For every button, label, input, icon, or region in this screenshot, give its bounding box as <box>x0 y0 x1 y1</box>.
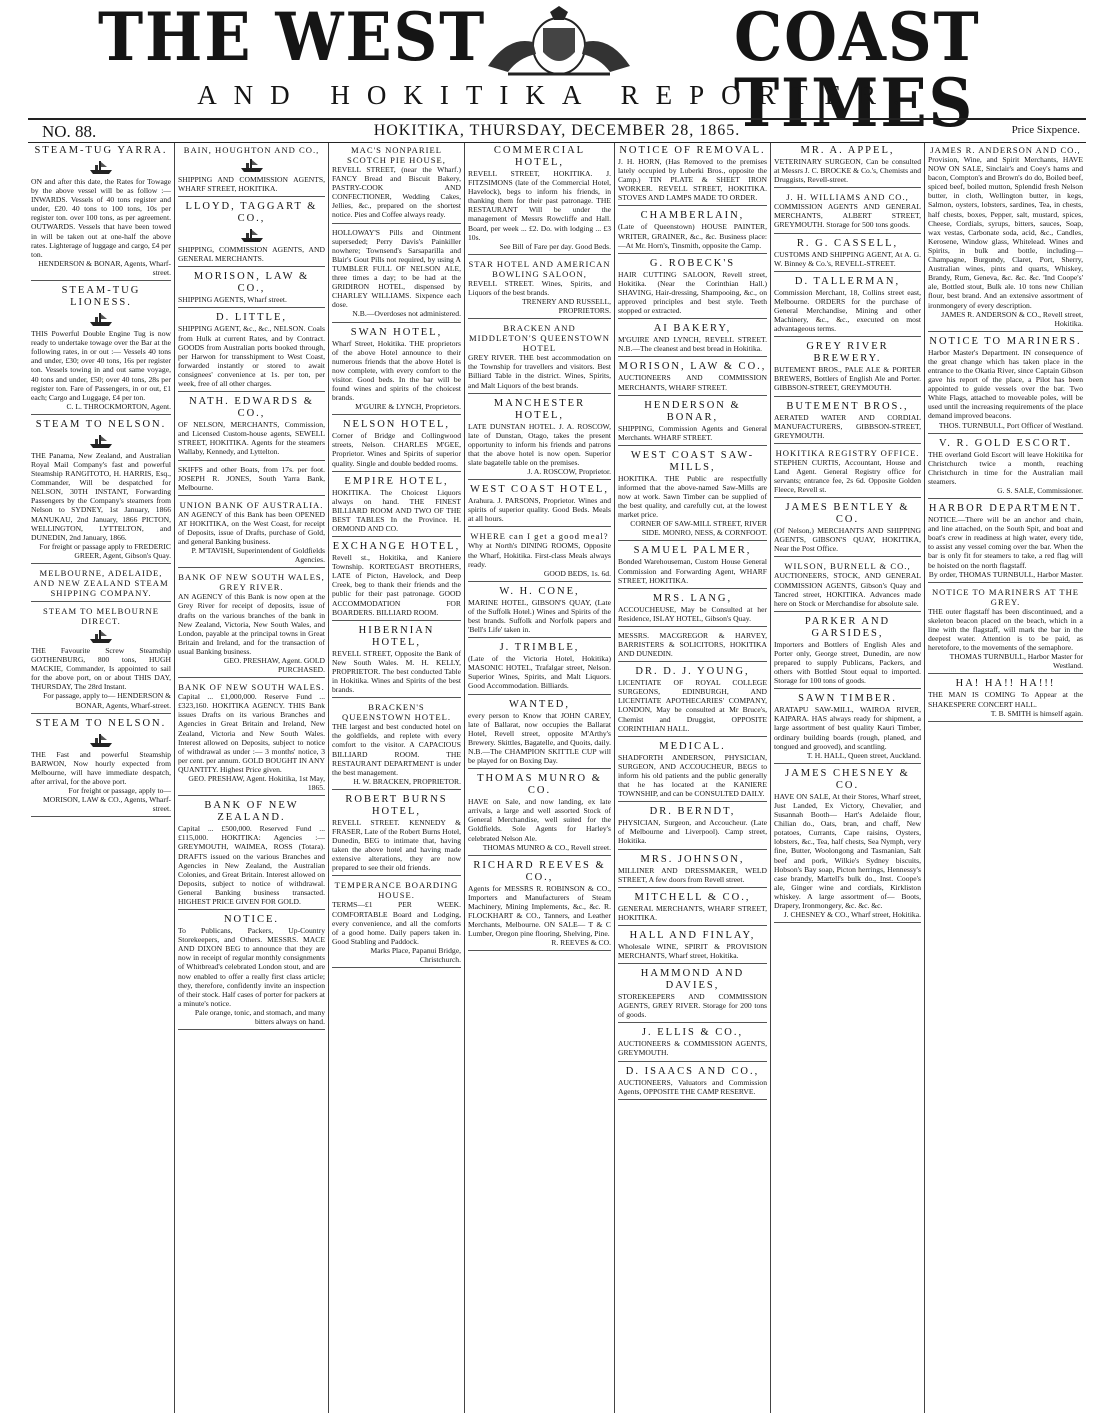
advertisement-heading: WILSON, BURNELL & CO., <box>784 561 911 572</box>
advertisement-body: AUCTIONEERS AND COMMISSION MERCHANTS, WHARF STREET. <box>618 373 767 392</box>
advertisement-heading: MORISON, LAW & CO., <box>618 361 767 373</box>
advertisement <box>178 143 325 197</box>
advertisement-body: ACCOUCHEUSE, May be Consulted at her Residence, ISLAY HOTEL, Gibson's Quay. <box>618 604 767 623</box>
advertisement-heading: MEDICAL. <box>659 740 726 752</box>
advertisement-body: Agents for MESSRS R. ROBINSON & CO., Importers and Manufacturers of Steam Machinery, Mining Implements, &c., &c. R. FLOCKHART & CO., Tanners, and Leather Merchants, Melbourne. ON SALE— T & C Lumber, Oregon pine flooring, Shelving, Pine. <box>468 883 611 939</box>
advertisement-body: HOLLOWAY'S Pills and Ointment superseded; Perry Davis's Painkiller nowhere; Townsend's Sarsaparilla and Blair's Gout Pills not required, by using A TUMBLER FULL OF NELSON ALE, three times a day; to be had at the GRIDIRON HOTEL, dispensed by CHARLEY WILLIAMS. Sixpence each dose. <box>332 227 461 310</box>
advertisement-body: PHYSICIAN, Surgeon, and Accoucheur. (Late of Melbourne and Liverpool). Camp street, Hokitika. <box>618 818 767 846</box>
advertisement <box>928 334 1083 434</box>
advertisement-heading: W. H. CONE, <box>499 585 580 597</box>
advertisement-heading: D. TALLERMAN, <box>794 275 901 287</box>
advertisement-body: AUCTIONEERS, STOCK, AND GENERAL COMMISSION AGENTS, Gibson's Quay and Tancred street, HOKITIKA. Advances made here on Stock or Merchandise for absolute sale. <box>774 571 921 608</box>
advertisement <box>618 359 767 395</box>
advertisement-heading: STEAM TO NELSON. <box>35 418 167 430</box>
advertisement-body: Capital ... £500,000. Reserved Fund ... £115,000. HOKITIKA: Agencies :—GREYMOUTH, WAIMEA, ROSS (Totara). DRAFTS issued on the various Branches and Agencies in New Zealand, the Australian Colonies, and Great Britain. Interest allowed on Deposits, subject to notice of withdrawal. General Banking business transacted. HIGHEST PRICE GIVEN FOR GOLD. <box>178 824 325 906</box>
advertisement-heading: HIBERNIAN HOTEL, <box>358 624 435 648</box>
advertisement-heading: G. ROBECK'S <box>649 257 736 269</box>
advertisement-heading: EMPIRE HOTEL, <box>344 475 449 487</box>
advertisement <box>774 559 921 611</box>
advertisement-body: Bonded Warehouseman, Custom House General Commission and Forwarding Agent, WHARF STREET, HOKITIKA. <box>618 557 767 585</box>
advertisement-heading: J. H. WILLIAMS AND CO., <box>786 192 909 203</box>
advertisement-body: STOREKEEPERS AND COMMISSION AGENTS, GREY RIVER. Storage for 200 tons of goods. <box>618 992 767 1020</box>
advertisement-body: SHIPPING, Commission Agents and General Merchants. WHARF STREET. <box>618 423 767 442</box>
advertisement-heading: CHAMBERLAIN, <box>640 210 745 222</box>
advertisement <box>928 143 1083 332</box>
advertisement-signature: N.B.—Overdoses not administered. <box>352 309 461 319</box>
advertisement-heading: R. G. CASSELL, <box>796 237 899 249</box>
advertisement <box>774 614 921 689</box>
advertisement-signature: GEO. PRESHAW, Agent. Hokitika, 1st May, 1865. <box>188 774 325 793</box>
advertisement-body: REVELL STREET, HOKITIKA. J. FITZSIMONS (late of the Commercial Hotel, Havelock), begs to inform his friends, in thanking them for their past patronage. THE RESTAURANT Will be under the management of Messrs Rowcliffe and Hall. Board, per week ... £2. Do. with lodging ... £3 10s. <box>468 169 611 242</box>
advertisement-body: Arahura. J. PARSONS, Proprietor. Wines and spirits of superior quality. Good Beds. Meals at all hours. <box>468 496 611 524</box>
steamship-icon <box>88 628 114 644</box>
advertisement-heading: NOTICE TO MARINERS AT THE GREY. <box>931 586 1080 607</box>
advertisement-heading: V. R. GOLD ESCORT. <box>939 437 1072 449</box>
advertisement-body: To Publicans, Packers, Up-Country Storekeepers, and Others. MESSRS. MACE AND DIXON BEG to announce that they are now in receipt of regular monthly consignments of Whitbread's celebrated London stout, and are now enabled to offer a really first class article; they, therefore, confidently invite an inspection of their stock. Half cases of porter for packers at a minute's notice. <box>178 926 325 1008</box>
advertisement <box>774 190 921 233</box>
advertisement-heading: MANCHESTER HOTEL, <box>493 397 586 421</box>
masthead-title-right: COAST TIMES <box>734 0 981 142</box>
advertisement-body: ARATAPU SAW-MILL, WAIROA RIVER, KAIPARA. HAS always ready for shipment, a large assortment of best quality Kauri Timber, ordinary building boards (rough, planed, and tongued and grooved), and scantling. <box>774 705 921 751</box>
advertisement-signature: JAMES R. ANDERSON & CO., Revell street, Hokitika. <box>941 309 1083 328</box>
advertisement-heading: DR. BERNDT, <box>649 806 736 818</box>
advertisement <box>332 474 461 537</box>
advertisement-signature: THOS. TURNBULL, Port Officer of Westland. <box>938 420 1083 430</box>
steamship-icon <box>88 732 114 748</box>
advertisement-body: MESSRS. MACGREGOR & HARVEY, BARRISTERS & SOLICITORS, HOKITIKA AND DUNEDIN. <box>618 630 767 659</box>
advertisement-heading: WEST COAST HOTEL, <box>470 484 609 496</box>
advertisement-body: SHIPPING AGENT, &c., &c., NELSON. Coals from Hulk at current Rates, and by Contract. GOODS from Australian ports booked through, per Harwon for transshipment to West Coast, forwarded instantly or stored to await consignees' convenience at 1s. per ton, per week, free of all other charges. <box>178 324 325 389</box>
advertisement <box>332 226 461 323</box>
royal-coat-of-arms-icon <box>448 6 670 78</box>
advertisement-heading: NATH. EDWARDS & CO., <box>189 396 314 420</box>
advertisement-heading: SAWN TIMBER. <box>798 693 897 705</box>
advertisement <box>618 852 767 888</box>
advertisement-body: SHIPPING AGENTS, Wharf street. <box>178 295 287 305</box>
advertisement-body: THE Fast and powerful Steamship BARWON, Now hourly expected from Melbourne, will have immediate despatch, after arrival, for the above port. <box>31 749 171 786</box>
advertisement-signature: H. W. BRACKEN, PROPRIETOR. <box>353 776 461 786</box>
advertisement-heading: HA! HA!! HA!!! <box>955 678 1056 690</box>
advertisement <box>332 325 461 416</box>
advertisement-body: AN AGENCY of this Bank has been OPENED AT HOKITIKA, on the West Coast, for receipt of Deposits, issue of Drafts, purchase of Gold, and general Banking business. <box>178 509 325 547</box>
advertisement-signature: For freight or passage, apply to— MORISON, LAW & CO., Agents, Wharf-street. <box>43 786 171 814</box>
advertisement-body: AERATED WATER AND CORDIAL MANUFACTURERS, GIBBSON-STREET, GREYMOUTH. <box>774 412 921 440</box>
advertisement-signature: R. REEVES & CO. <box>551 938 611 948</box>
advertisement <box>468 257 611 319</box>
advertisement-signature: J. A. ROSCOW, Proprietor. <box>527 467 611 477</box>
advertisement-heading: NOTICE. <box>223 914 280 926</box>
advertisement-heading: MAC'S NONPARIEL SCOTCH PIE HOUSE, <box>347 145 446 165</box>
advertisement <box>618 629 767 662</box>
advertisement-signature: Pale orange, tonic, and stomach, and many bitters always on hand. <box>194 1007 325 1026</box>
advertisement-signature: M'GUIRE & LYNCH, Proprietors. <box>355 402 461 412</box>
advertisement <box>774 274 921 337</box>
advertisement <box>618 448 767 542</box>
advertisement-heading: WANTED, <box>509 698 570 710</box>
advertisement-body: SKIFFS and other Boats, from 17s. per foot. JOSEPH R. JONES, South Yarra Bank, Melbourne. <box>178 464 325 492</box>
advertisement <box>31 566 171 602</box>
advertisement-heading: J. TRIMBLE, <box>499 642 580 654</box>
advertisement <box>468 529 611 581</box>
advertisement-heading: BRACKEN'S QUEENSTOWN HOTEL. <box>342 702 451 723</box>
advertisement-heading: SAMUEL PALMER, <box>633 545 752 557</box>
advertisement <box>618 966 767 1023</box>
advertisement-body: AN AGENCY of this Bank is now open at the Grey River for receipt of deposits, issue of drafts on the various branches of the bank in New Zealand, Victoria, New South Wales, and London, payable at the principal towns in Great Britain and Ireland, and for the transaction of usual Banking business. <box>178 592 325 656</box>
advertisement-heading: ROBERT BURNS HOTEL, <box>345 793 448 817</box>
advertisement <box>468 697 611 770</box>
advertisement-body: GENERAL MERCHANTS, WHARF STREET, HOKITIKA. <box>618 903 767 922</box>
advertisement-signature: P. M'TAVISH, Superintendent of Goldfields Agencies. <box>191 546 325 565</box>
advertisement-body: Importers and Bottlers of English Ales and Porter only, George street, Dunedin, are now prepared to supply Publicans, Packers, and others with Bottled Stout equal to imported. Storage for 100 tons of goods. <box>774 639 921 686</box>
advertisement-body: HAIR CUTTING SALOON, Revell street, Hokitika. (Near the Corinthian Hall.) SHAVING, Hair-dressing, Shampooing, &c., on approved principles and best style. Teeth stopped or extracted. <box>618 269 767 316</box>
advertisement <box>928 676 1083 721</box>
advertisement <box>468 396 611 481</box>
advertisement <box>618 256 767 319</box>
advertisement-body: LATE DUNSTAN HOTEL. J. A. ROSCOW, late of Dunstan, Otago, takes the present opportunity to inform his friends and patrons that the above hotel is now open. Superior slate bagatelle table on the premises. <box>468 421 611 467</box>
advertisement <box>618 739 767 802</box>
advertisement-heading: COMMERCIAL HOTEL, <box>493 145 586 168</box>
column-2 <box>174 143 328 1413</box>
advertisement-signature: J. CHESNEY & CO., Wharf street, Hokitika. <box>783 910 921 920</box>
advertisement-body: THE Favourite Screw Steamship GOTHENBURG, 800 tons, HUGH MACKIE, Commander, Is appointed to sail for the above port, on or about THIS DAY, THURSDAY, The 28rd Instant. <box>31 646 171 692</box>
advertisement-body: THE overland Gold Escort will leave Hokitika for Christchurch twice a month, reaching Christchurch in time for the Australian mail steamers. <box>928 449 1083 486</box>
masthead-title-left: THE WEST <box>98 0 487 76</box>
advertisement-body: Why at North's DINING ROOMS, Opposite the Wharf, Hokitika. First-class Meals always ready. <box>468 541 611 569</box>
advertisement-body: GREY RIVER. THE best accommodation on the Township for travellers and visitors. Best Billiard Table in the district. Wines, Spirits, and Malt Liquors of the best brands. <box>468 353 611 390</box>
advertisement <box>468 584 611 638</box>
advertisement-signature: T. H. HALL, Queen street, Auckland. <box>806 750 921 760</box>
advertisement-body: HOKITIKA. The Choicest Liquors always on hand. THE FINEST BILLIARD ROOM AND TWO OF THE BEST TABLES In the Province. H. ORMOND AND CO. <box>332 487 461 533</box>
advertisement-body: MARINE HOTEL, GIBSON'S QUAY, (Late of the Suffolk Hotel.) Wines and Spirits of the best brands. Suffolk and Norfolk papers and 'Bell's Life' taken in. <box>468 597 611 635</box>
price: Price Sixpence. <box>1011 124 1080 136</box>
advertisement-heading: PARKER AND GARSIDES, <box>804 615 891 639</box>
advertisement-body: HAVE ON SALE, At their Stores, Wharf street, Just Landed, Ex Victory, Chevalier, and Susannah Booth— Hart's Adelaide flour, Chilian do., Oats, bran, and chaff, New potatoes, Currants, Cape raisins, Oysters, lobsters, &c., Tea, half chests, Sea Nymph, very fine, Butter, Woolongong and Tasmanian, Salt beef and pork, Wilkie's Sydney biscuits, Hobson's Bay soap, Picton herrings, Hennessy's case brandy, Martell's bulk do., Inst. Coope's ale, Ginger wine and cordials, Kirkliston whiskey. A large assortment of— Boots, Drapery, Ironmongery, &c. &c. &c. <box>774 791 921 910</box>
advertisement <box>468 321 611 393</box>
advertisement-signature: HENDERSON & BONAR, Agents, Wharf-street. <box>38 258 171 277</box>
advertisement <box>774 691 921 764</box>
advertisement-heading: MORISON, LAW & CO., <box>193 271 310 295</box>
advertisement-body: LICENTIATE OF ROYAL COLLEGE SURGEONS, EDINBURGH, AND LICENTIATE APOTHECARIES' COMPANY, LONDON, May be consulted at Mr Bruce's, Chemist and Druggist, OPPOSITE CORINTHIAN HALL. <box>618 678 767 733</box>
advertisement-body: VETERINARY SURGEON, Can be consulted at Messrs J. C. BROCKE & Co.'s, Chemists and Druggists, Revell-street. <box>774 157 921 185</box>
advertisement-body: REVELL STREET, (near the Wharf.) FANCY Bread and Biscuit Bakery, PASTRY-COOK AND CONFECTIONER, Wedding Cakes, Jellies, &c., prepared on the shortest notice. Pies and Coffee always ready. <box>332 165 461 220</box>
advertisement-heading: WHERE can I get a good meal? <box>470 531 609 542</box>
steamship-icon <box>239 227 265 243</box>
advertisement <box>618 890 767 926</box>
advertisement <box>178 310 325 392</box>
column-7 <box>924 143 1086 1413</box>
advertisement-signature: See Bill of Fare per day. Good Beds. <box>499 241 611 251</box>
advertisement-heading: BAIN, HOUGHTON AND CO., <box>183 145 320 155</box>
advertisement-signature: TRENERY AND RUSSELL, PROPRIETORS. <box>522 297 611 316</box>
advertisement-body: (Late of the Victoria Hotel, Hokitika) MASONIC HOTEL, Trafalgar street, Nelson. Superior Wines, Spirits, and Malt Liquors. Good Accommodation. Billiards. <box>468 654 611 691</box>
advertisement-heading: STEAM-TUG LIONESS. <box>61 285 141 309</box>
advertisement-heading: J. ELLIS & CO., <box>641 1027 744 1039</box>
advertisement-heading: MELBOURNE, ADELAIDE, AND NEW ZEALAND STEAM SHIPPING COMPANY. <box>33 568 169 598</box>
advertisement-heading: NOTICE OF REMOVAL. <box>619 145 766 156</box>
advertisement-signature: For freight or passage apply to FREDERIC GREER, Agent, Gibson's Quay. <box>39 541 171 560</box>
advertisement-body: REVELL STREET. Wines, Spirits, and Liquors of the best brands. <box>468 278 611 297</box>
advertisement-heading: MR. A. APPEL, <box>800 145 895 156</box>
advertisement <box>332 417 461 471</box>
advertisement-heading: MITCHELL & CO., <box>634 891 751 903</box>
advertisement-body: HAVE on Sale, and now landing, ex late arrivals, a large and well assorted Stock of General Merchandise, well suited for the Goldfields. Sole Agents for Harley's celebrated Nelson Ale. <box>468 797 611 843</box>
advertisement-body: J. H. HORN, (Has Removed to the premises lately occupied by Luberki Bros., opposite the Camp.) TIN PLATE & SHEET IRON WORKER. REVELL STREET, HOKITIKA. STOVES AND LAMPS MADE TO ORDER. <box>618 157 767 203</box>
advertisement-heading: JAMES BENTLEY & CO. <box>785 502 910 526</box>
advertisement-heading: NELSON HOTEL, <box>342 419 451 431</box>
advertisement-body: every person to Know that JOHN CAREY, late of Ballarat, now occupies the Ballarat Hotel, Revell street, opposite M'Arthy's Brewery. Skittles, Bagatelle, and Quoits, daily. N.B.—The CHAMPION SKITTLE CUP will be played for on Boxing Day. <box>468 710 611 766</box>
advertisement-signature: CORNER OF SAW-MILL STREET, RIVER SIDE. MONRO, NESS, & CORNFOOT. <box>630 519 767 538</box>
advertisement-heading: HARBOR DEPARTMENT. <box>928 503 1083 515</box>
advertisement-body: BUTEMENT BROS., PALE ALE & PORTER BREWERS, Bottlers of English Ale and Porter. GIBBSON-STREET, GREYMOUTH. <box>774 365 921 393</box>
advertisement-signature: Marks Place, Papanui Bridge, Christchurch. <box>370 945 461 964</box>
advertisement-heading: THOMAS MUNRO & CO. <box>477 773 602 797</box>
advertisement <box>774 399 921 444</box>
advertisement <box>618 928 767 964</box>
masthead-subtitle: AND HOKITIKA REPORTER. <box>197 80 917 110</box>
advertisement-heading: BANK OF NEW SOUTH WALES, GREY RIVER. <box>178 572 325 593</box>
advertisement-heading: RICHARD REEVES & CO., <box>473 859 606 883</box>
steamship-icon <box>239 157 265 173</box>
advertisement-body: THE MAN IS COMING To Appear at the SHAKESPERE CONCERT HALL. <box>928 690 1083 709</box>
advertisement-body: (Of Nelson,) MERCHANTS AND SHIPPING AGENTS, GIBSON'S QUAY, HOKITIKA, Near the Post Office. <box>774 526 921 554</box>
advertisement-body: STEPHEN CURTIS, Accountant, House and Land Agent. General Registry office for servants; entrance fee, 2s 6d. Opposite Golden Fleece, Revell st. <box>774 457 921 495</box>
issue-info-bar <box>28 118 1086 143</box>
issue-number: NO. 88. <box>42 122 97 141</box>
advertisement <box>31 417 171 564</box>
advertisement-body: COMMISSION AGENTS AND GENERAL MERCHANTS, ALBERT STREET, GREYMOUTH. Storage for 500 tons goods. <box>774 202 921 230</box>
advertisement-heading: NOTICE TO MARINERS. <box>929 335 1082 347</box>
advertisement-body: HOKITIKA. THE Public are respectfully informed that the above-named Saw-Mills are now at work. Sawn Timber can be supplied of the best quality, and carefully cut, at the lowest market price. <box>618 473 767 520</box>
advertisement <box>618 664 767 737</box>
advertisement-signature: GEO. PRESHAW, Agent. GOLD PURCHASED. <box>223 656 325 675</box>
advertisement <box>178 498 325 569</box>
advertisement-heading: BANK OF NEW ZEALAND. <box>204 800 299 824</box>
advertisement <box>618 1064 767 1100</box>
advertisement-heading: EXCHANGE HOTEL, <box>332 541 461 553</box>
advertisement-body: Wharf Street, Hokitika. THE proprietors of the above Hotel announce to their numerous friends that the above Hotel is now complete, with every comfort to the visitor. Good beds. In the bar will be found wines and spirits of the choicest brands. <box>332 338 461 403</box>
advertisement <box>31 604 171 714</box>
advertisement-body: THE outer flagstaff has been discontinued, and a skeleton beacon placed on the beach, which in a line with the flagstaff, will mark the bar in the deepest water. Attention is to be paid, as heretofore, to the movements of the semaphore. <box>928 606 1083 653</box>
advertisement-heading: MRS. JOHNSON, <box>640 853 745 865</box>
advertisement-body: Provision, Wine, and Spirit Merchants, HAVE NOW ON SALE, Sinclair's and Coey's hams and bacon, Compton's and Brown's do do, Boiled beef, spiced beef, boiled mutton, Splendid fresh Nelson butter, in cloth, Wellington butter, in kegs, Salmon, oysters, lobsters, sardines, Tea, in chests, half chests, boxes, Pepper, salt, mustard, spices, Cheese, Cordials, syrups, bitters, sauces, Soap, wax vestas, Carbonate soda, acid, &c., Candles, Kerosene, Window glass, Whitelead. Wines and Spirits, in bulk and bottle, including— Champagne, Burgundy, Claret, Port, Sherry, Australian wines, pints and quarts, Whiskey, Brandy, Rum, Geneva, &c. &c. &c. 'Ind Coope's' ale, Bottled stout, Bulk ale. 10 tons new Chilian flour, best brand. And an extensive assortment of ironmongery of every description. <box>928 155 1083 310</box>
advertisement-signature: T. B. SMITH is himself again. <box>990 708 1083 718</box>
advertisement <box>774 446 921 498</box>
advertisement-body: AUCTIONEERS, Valuators and Commission Agents, OPPOSITE THE CAMP RESERVE. <box>618 1077 767 1096</box>
advertisement-signature: G. S. SALE, Commissioner. <box>997 486 1083 495</box>
advertisement <box>618 208 767 253</box>
advertisement <box>178 269 325 308</box>
advertisement-signature: For passage, apply to— HENDERSON & BONAR, Agents, Wharf-street. <box>43 691 171 710</box>
advertisement <box>618 804 767 849</box>
column-3 <box>328 143 464 1413</box>
advertisement <box>618 543 767 588</box>
advertisement-heading: BANK OF NEW SOUTH WALES. <box>178 682 325 693</box>
advertisement <box>178 680 325 796</box>
advertisement-body: SHIPPING, COMMISSION AGENTS, AND GENERAL MERCHANTS. <box>178 245 325 264</box>
advertisement <box>468 858 611 952</box>
advertisement-columns <box>28 143 1086 1413</box>
advertisement <box>31 143 171 281</box>
advertisement-body: AUCTIONEERS & COMMISSION AGENTS, GREYMOUTH. <box>618 1039 767 1058</box>
advertisement <box>178 199 325 267</box>
advertisement <box>618 1025 767 1061</box>
advertisement-signature: THOMAS TURNBULL, Harbor Master for Westland. <box>949 652 1083 671</box>
advertisement <box>618 143 767 206</box>
advertisement-heading: BRACKEN AND MIDDLETON'S QUEENSTOWN HOTEL <box>469 323 610 354</box>
advertisement-heading: LLOYD, TAGGART & CO., <box>185 201 318 225</box>
advertisement <box>928 501 1083 583</box>
advertisement-body: REVELL STREET. KENNEDY & FRASER, Late of the Robert Burns Hotel, Dunedin, BEG to intimate that, having taken the above hotel and having made extensive alterations, they are now prepared to see their old friends. <box>332 817 461 873</box>
advertisement-heading: UNION BANK OF AUSTRALIA. <box>179 499 324 510</box>
advertisement-signature: By order, THOMAS TURNBULL, Harbor Master. <box>928 569 1083 579</box>
advertisement-heading: SWAN HOTEL, <box>350 326 443 338</box>
advertisement <box>618 591 767 627</box>
advertisement-heading: TEMPERANCE BOARDING HOUSE. <box>334 880 459 901</box>
dateline: HOKITIKA, THURSDAY, DECEMBER 28, 1865. <box>373 122 741 139</box>
advertisement <box>774 500 921 557</box>
advertisement-heading: HAMMOND AND DAVIES, <box>640 968 745 992</box>
advertisement <box>332 878 461 968</box>
advertisement-heading: WEST COAST SAW-MILLS, <box>630 449 755 473</box>
advertisement-heading: STAR HOTEL AND AMERICAN BOWLING SALOON, <box>468 258 611 279</box>
advertisement <box>178 394 325 460</box>
advertisement-body: ON and after this date, the Rates for Towage by the above vessel will be as follow :— INWARDS. Vessels of 40 tons register and under, £20. 40 tons to 100 tons, 10s per register ton. over 100 tons, as per agreement. OUTWARDS. Vessels that have been towed in will be taken out at one-half the above rates. Lighterage of luggage and cargo, £4 per ton. <box>31 177 171 259</box>
advertisement-body: THE largest and best conducted hotel on the goldfields, and replete with every comfort to the visitor. A CAPACIOUS BILLIARD ROOM. THE RESTAURANT DEPARTMENT is under the best management. <box>332 722 461 777</box>
advertisement-body: SHADFORTH ANDERSON, PHYSICIAN, SURGEON, AND ACCOUCHEUR, BEGS to inform his old patients and the public generally that he has located at the KANIERE TOWNSHIP, and can be CONSULTED DAILY. <box>618 752 767 799</box>
advertisement-body: SHIPPING AND COMMISSION AGENTS, WHARF STREET, HOKITIKA. <box>178 175 325 194</box>
column-1 <box>28 143 174 1413</box>
advertisement-heading: MRS. LANG, <box>652 592 733 604</box>
advertisement <box>178 798 325 910</box>
advertisement <box>468 640 611 694</box>
steamship-icon <box>88 159 114 175</box>
advertisement-body: Wholesale WINE, SPIRIT & PROVISION MERCHANTS, Wharf street, Hokitika. <box>618 941 767 960</box>
advertisement-signature: GOOD BEDS, 1s. 6d. <box>543 568 611 578</box>
advertisement-heading: STEAM TO MELBOURNE DIRECT. <box>42 606 160 626</box>
advertisement-signature: THOMAS MUNRO & CO., Revell street. <box>482 842 611 852</box>
advertisement <box>332 700 461 790</box>
advertisement-heading: BUTEMENT BROS., <box>786 400 909 412</box>
advertisement-body: REVELL STREET, Opposite the Bank of New South Wales. M. H. KELLY, PROPRIETOR. The best conducted Table in Hokitika. Wines and Spirits of the best brands. <box>332 648 461 695</box>
advertisement-body: Capital ... £1,000,000. Reserve Fund ... £323,160. HOKITIKA AGENCY. THIS Bank issues Drafts on its various Branches and Agencies in Great Britain and Ireland, New Zealand, Victoria and New South Wales. Interest allowed on Deposits, subject to notice of withdrawal as under :— 3 months' notice, 3 per cent. per annum. GOLD BOUGHT IN ANY QUANTITY. Highest Price given. <box>178 692 325 774</box>
advertisement <box>332 539 461 621</box>
advertisement <box>468 143 611 255</box>
advertisement-body: Commission Merchant, 18, Collins street east, Melbourne. ORDERS for the purchase of General Merchandise, Mining and other Machinery, &c., &c., executed on most advantageous terms. <box>774 287 921 334</box>
advertisement <box>31 716 171 818</box>
advertisement <box>774 339 921 396</box>
advertisement <box>178 463 325 496</box>
column-4 <box>464 143 614 1413</box>
steamship-icon <box>88 433 114 449</box>
advertisement-body: M'GUIRE AND LYNCH, REVELL STREET. N.B.—The cleanest and best bread in Hokitika. <box>618 335 767 354</box>
advertisement <box>178 912 325 1030</box>
advertisement-body: THE Panama, New Zealand, and Australian Royal Mail Company's fast and powerful Steamship RANGITOTO, H. HARRIS, Esq., Commander, Will be despatched for NELSON, 30TH INSTANT, Forwarding Passengers by the Company's steamers from Nelson to SYDNEY, 1st January, 1866 MANUKAU, 2nd January, 1866 PICTON, WELLINGTON, LYTTELTON, and DUNEDIN, 2nd January, 1866. <box>31 450 171 542</box>
advertisement-body: Revell st., Hokitika, and Kaniere Township. KORTEGAST BROTHERS, LATE of Picton, Havelock, and Deep Creek, beg to thank their friends and the public for their past patronage. GOOD ACCOMMODATION FOR BOARDERS. BILLIARD ROOM. <box>332 553 461 617</box>
advertisement-signature: C. L. THROCKMORTON, Agent. <box>66 401 171 411</box>
advertisement-heading: D. LITTLE, <box>215 312 288 324</box>
column-6 <box>770 143 924 1413</box>
advertisement <box>774 766 921 923</box>
advertisement <box>774 143 921 188</box>
advertisement <box>332 792 461 877</box>
advertisement-body: (Late of Queenstown) HOUSE PAINTER, WRITER, GRAINER, &c., &c. Business place:—At Mr. Horn's, Tinsmith, opposite the Camp. <box>618 222 767 250</box>
advertisement-heading: HALL AND FINLAY, <box>629 929 756 941</box>
advertisement-heading: HENDERSON & BONAR, <box>644 399 741 423</box>
advertisement <box>332 143 461 224</box>
advertisement-heading: STEAM-TUG YARRA. <box>34 145 168 156</box>
advertisement <box>618 398 767 446</box>
advertisement-body: Corner of Bridge and Collingwood streets, Nelson. CHARLES M'GEE, Proprietor. Wines and Spirits of superior quality. Single and double bedded rooms. <box>332 431 461 468</box>
advertisement-heading: JAMES CHESNEY & CO. <box>785 767 910 791</box>
advertisement-body: NOTICE.—There will be an anchor and chain, and line attached, on the South Spit, and boat and boat's crew in readiness at high water, every tide, to assist any vessel coming over the bar. When the bar is only fit for steamers to take, a red flag will be hoisted on the north flagstaff. <box>928 515 1083 570</box>
advertisement-heading: GREY RIVER BREWERY. <box>806 341 889 365</box>
advertisement-body: OF NELSON, MERCHANTS, Commission, and Licensed Custom-house agents, SEWELL STREET, HOKITIKA. Agents for the steamers Wallaby, Kennedy, and Lyttelton. <box>178 420 325 457</box>
advertisement-heading: D. ISAACS AND CO., <box>625 1065 760 1077</box>
advertisement-heading: AI BAKERY, <box>653 323 732 335</box>
advertisement <box>928 585 1083 675</box>
column-5 <box>614 143 770 1413</box>
advertisement-body: CUSTOMS AND SHIPPING AGENT, At A. G. W. Binney & Co.'s, REVELL-STREET. <box>774 249 921 268</box>
advertisement-body: Harbor Master's Department. IN consequence of the great change which has taken place in the entrance to the Okatia River, since Captain Gibson gave his report of the place, a Pilot has been appointed to guide vessels over the bar. Two White Flags, attached to moveable poles, will be used until the increasing requirements of the place demand improved beacons. <box>928 347 1083 421</box>
advertisement <box>618 321 767 357</box>
advertisement-body: TERMS—£1 PER WEEK. COMFORTABLE Board and Lodging, every convenience, and all the comforts of a good home. Daily papers taken in. Good Stabling and Paddock. <box>332 900 461 946</box>
steamship-icon <box>88 311 114 327</box>
advertisement <box>774 236 921 272</box>
advertisement-body: MILLINER AND DRESSMAKER, WELD STREET, A few doors from Revell street. <box>618 865 767 884</box>
advertisement-heading: JAMES R. ANDERSON AND CO., <box>930 145 1081 155</box>
advertisement <box>928 436 1083 499</box>
advertisement-heading: HOKITIKA REGISTRY OFFICE. <box>775 447 920 458</box>
advertisement-heading: DR. D. J. YOUNG, <box>635 666 750 678</box>
advertisement <box>178 570 325 678</box>
advertisement-heading: STEAM TO NELSON. <box>35 717 167 729</box>
advertisement <box>31 283 171 415</box>
advertisement-body: THIS Powerful Double Engine Tug is now ready to undertake towage over the Bar at the following rates, in or out :— Vessels 40 tons and under, £30; over 40 tons, 16s per register ton. Vessels towing in and out same voyage, 40 tons and under, £50; over 40 tons, 28s per register ton. Fare of Passengers, in or out, £1 each; Cargo and Luggage, £4 per ton. <box>31 329 171 402</box>
advertisement <box>468 482 611 527</box>
advertisement <box>468 771 611 856</box>
advertisement <box>332 623 461 698</box>
